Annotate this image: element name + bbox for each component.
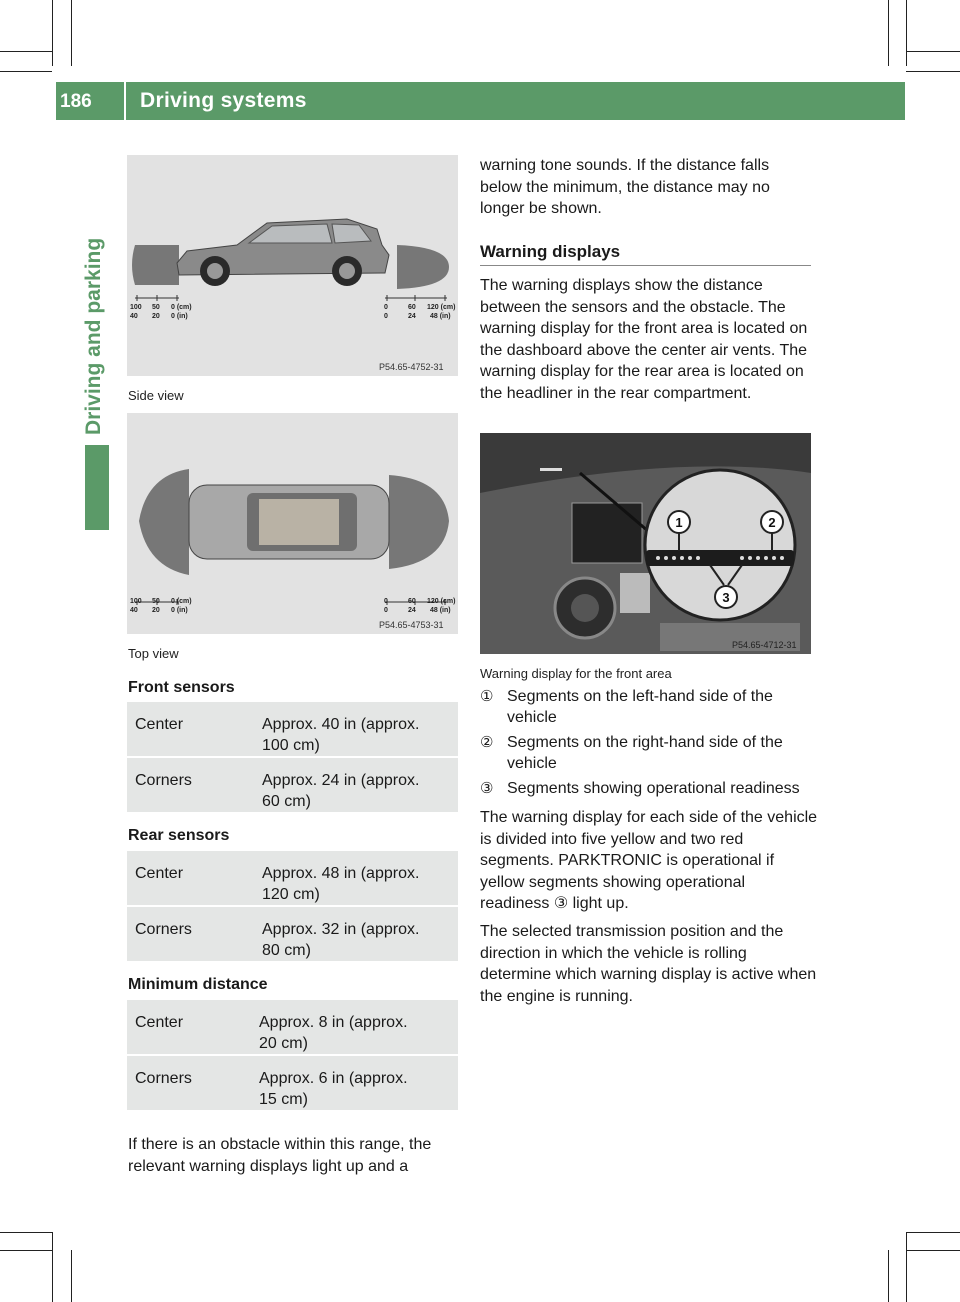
- crop-mark: [906, 1250, 960, 1251]
- scale-label: 100: [130, 304, 142, 311]
- body-paragraph: [480, 807, 818, 915]
- body-paragraph: The warning displays show the distance between the sensors and the obstacle. The warning display for the front area is located on the dashboard above the center air vents. The warning display for the rear area is located on the headliner in the rear compartment.: [480, 277, 808, 402]
- table-cell-value: Approx. 8 in (approx. 20 cm): [251, 1000, 458, 1055]
- scale-label: 40: [130, 607, 138, 614]
- table-cell-label: Center: [127, 702, 254, 757]
- legend-number: ①: [480, 688, 494, 705]
- top-view-illustration: [127, 413, 458, 634]
- crop-mark: [52, 0, 53, 66]
- section-heading: Minimum distance: [128, 976, 268, 993]
- scale-label: 20: [152, 313, 160, 320]
- legend-text: Segments showing operational readiness: [507, 780, 800, 797]
- table-cell-label: Corners: [127, 1055, 251, 1110]
- scale-label: 0 (in): [171, 607, 188, 614]
- table-cell-label: Corners: [127, 757, 254, 812]
- legend-item: [480, 686, 815, 728]
- figure-caption: Warning display for the front area: [480, 666, 672, 681]
- crop-mark: [888, 0, 889, 66]
- scale-label: 0: [384, 304, 388, 311]
- legend-text: Segments on the left-hand side of the vehicle: [507, 688, 773, 726]
- figure-caption: Side view: [128, 388, 184, 403]
- dashboard-figure: [480, 433, 811, 654]
- scale-label: 0 (in): [171, 313, 188, 320]
- scale-label: 0 (cm): [171, 598, 192, 605]
- side-tab-label: Driving and parking: [82, 237, 105, 435]
- crop-mark: [906, 51, 960, 52]
- table-cell-label: Center: [127, 1000, 251, 1055]
- crop-mark: [906, 0, 907, 66]
- scale-label: 60: [408, 598, 416, 605]
- page-number: 186: [60, 91, 92, 112]
- body-paragraph: The selected transmission position and the direction in which the vehicle is rolling determine which warning display is active when the engine is running.: [480, 923, 817, 1005]
- crop-mark: [0, 51, 52, 52]
- legend-text: Segments on the right-hand side of the vehicle: [507, 734, 783, 772]
- scale-label: 48 (in): [430, 607, 451, 614]
- scale-label: 0: [384, 598, 388, 605]
- scale-label: 60: [408, 304, 416, 311]
- front-sensors-table: [127, 702, 458, 812]
- figure-code: P54.65-4712-31: [732, 640, 797, 650]
- section-title: Warning displays: [480, 242, 621, 261]
- scale-label: 40: [130, 313, 138, 320]
- section-rule: [480, 265, 811, 266]
- scale-label: 50: [152, 598, 160, 605]
- top-view-figure: [127, 413, 458, 634]
- table-row: [127, 906, 458, 961]
- callout-number: 3: [722, 590, 730, 605]
- callout-number: 2: [768, 515, 776, 530]
- legend-item: [480, 778, 815, 799]
- legend-item: [480, 732, 815, 774]
- scale-label: 24: [408, 313, 416, 320]
- paragraph-text: light up.: [568, 895, 629, 912]
- crop-mark: [906, 71, 960, 72]
- callout-number: 1: [675, 515, 683, 530]
- paragraph-text: The warning display for each side of the vehicle is divided into five yellow and two red segments. PARKTRONIC is operational if yellow segments showing operational readiness: [480, 809, 818, 912]
- scale-label: 0 (cm): [171, 304, 192, 311]
- minimum-distance-table: [127, 1000, 458, 1110]
- scale-label: 24: [408, 607, 416, 614]
- scale-label: 0: [384, 313, 388, 320]
- scale-label: 0: [384, 607, 388, 614]
- scale-label: 100: [130, 598, 142, 605]
- crop-mark: [0, 1232, 52, 1233]
- section-heading: Rear sensors: [128, 827, 230, 844]
- crop-mark: [71, 0, 72, 66]
- header-divider: [124, 82, 126, 120]
- side-view-figure: [127, 155, 458, 376]
- scale-label: 48 (in): [430, 313, 451, 320]
- chapter-title: Driving systems: [140, 89, 307, 112]
- crop-mark: [906, 1232, 960, 1233]
- legend-number: ②: [480, 734, 494, 751]
- scale-label: 120 (cm): [427, 304, 456, 311]
- crop-mark: [0, 1250, 52, 1251]
- table-row: [127, 1000, 458, 1055]
- table-cell-label: Corners: [127, 906, 254, 961]
- inline-callout-number: ③: [553, 895, 569, 912]
- section-heading: Front sensors: [128, 679, 235, 696]
- figure-code: P54.65-4753-31: [379, 620, 444, 630]
- crop-mark: [0, 71, 52, 72]
- scale-label: 50: [152, 304, 160, 311]
- side-tab-marker: [85, 445, 109, 530]
- rear-sensors-table: [127, 851, 458, 961]
- crop-mark: [906, 1232, 907, 1302]
- figure-caption: Top view: [128, 646, 179, 661]
- crop-mark: [888, 1250, 889, 1302]
- scale-label: 120 (cm): [427, 598, 456, 605]
- table-cell-value: Approx. 48 in (approx. 120 cm): [254, 851, 458, 906]
- dashboard-illustration: [480, 433, 811, 654]
- table-row: [127, 702, 458, 757]
- table-row: [127, 851, 458, 906]
- table-cell-label: Center: [127, 851, 254, 906]
- figure-code: P54.65-4752-31: [379, 362, 444, 372]
- crop-mark: [52, 1232, 53, 1302]
- table-row: [127, 1055, 458, 1110]
- table-cell-value: Approx. 40 in (approx. 100 cm): [254, 702, 458, 757]
- table-cell-value: Approx. 24 in (approx. 60 cm): [254, 757, 458, 812]
- table-cell-value: Approx. 6 in (approx. 15 cm): [251, 1055, 458, 1110]
- legend-number: ③: [480, 780, 494, 797]
- body-paragraph: If there is an obstacle within this range, the relevant warning displays light up and a: [128, 1136, 432, 1175]
- table-row: [127, 757, 458, 812]
- scale-label: 20: [152, 607, 160, 614]
- crop-mark: [71, 1250, 72, 1302]
- table-cell-value: Approx. 32 in (approx. 80 cm): [254, 906, 458, 961]
- side-view-illustration: [127, 155, 458, 376]
- body-paragraph: warning tone sounds. If the distance falls below the minimum, the distance may no longer be shown.: [480, 157, 770, 217]
